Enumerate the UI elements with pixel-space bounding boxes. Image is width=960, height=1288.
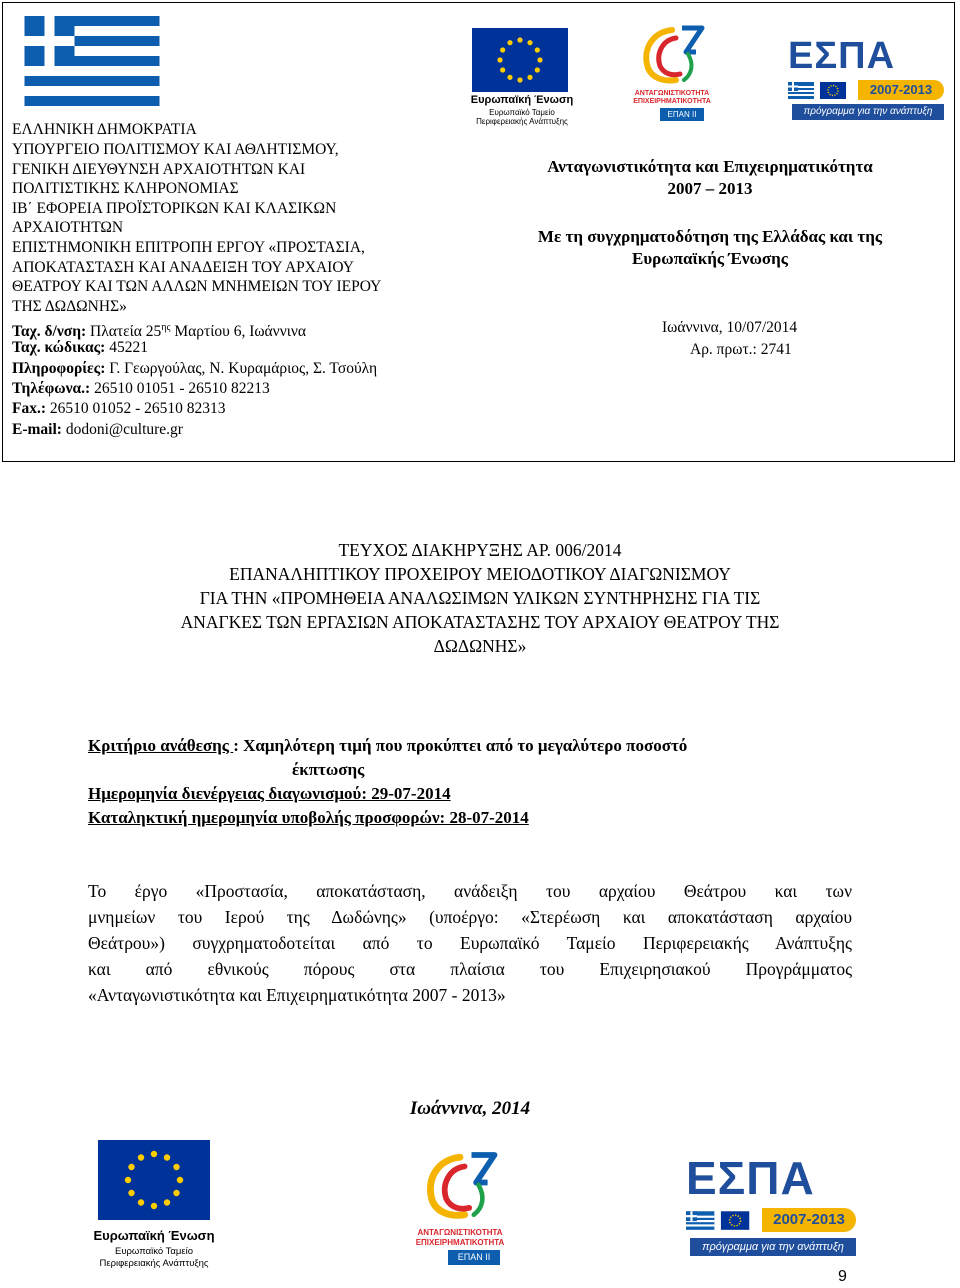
email-line [12, 420, 183, 439]
epan-swirl-icon [632, 24, 712, 86]
eu-fund-line1: Ευρωπαϊκό Ταμείο [115, 1246, 193, 1257]
address-label: Ταχ. δ/νση: [12, 323, 87, 341]
org-line: ΘΕΑΤΡΟΥ ΚΑΙ ΤΩΝ ΑΛΛΩΝ ΜΝΗΜΕΙΩΝ ΤΟΥ ΙΕΡΟΥ [12, 278, 382, 295]
program-years: 2007 – 2013 [667, 179, 753, 198]
address-sup: ης [161, 322, 171, 333]
document-title [60, 538, 900, 658]
submission-deadline: Καταληκτική ημερομηνία υποβολής προσφορών: 28-07-2014 [88, 808, 529, 827]
info-value: Γ. Γεωργούλας, Ν. Κυραμάριος, Σ. Τσούλη [105, 360, 378, 377]
cofund-line2: Ευρωπαϊκής Ένωσης [632, 249, 788, 268]
espa-flags-icon [788, 80, 854, 100]
title-line-3: ΓΙΑ ΤΗΝ «ΠΡΟΜΗΘΕΙΑ ΑΝΑΛΩΣΙΜΩΝ ΥΛΙΚΩΝ ΣΥΝΤΗΡΗΣΗΣ ΓΙΑ ΤΙΣ [199, 588, 761, 608]
espa-flags-icon [686, 1208, 758, 1232]
epan-line1: ΑΝΤΑΓΩΝΙΣΤΙΚΟΤΗΤΑ [634, 90, 710, 97]
fax-value: 26510 01052 - 26510 82313 [46, 400, 226, 417]
eu-name: Ευρωπαϊκή Ένωση [470, 94, 574, 106]
cofund-block [500, 226, 920, 270]
title-line-2: ΕΠΑΝΑΛΗΠΤΙΚΟΥ ΠΡΟΧΕΙΡΟΥ ΜΕΙΟΔΟΤΙΚΟΥ ΔΙΑΓΩΝΙΣΜΟΥ [229, 564, 731, 584]
eu-logo-bottom [92, 1140, 216, 1269]
org-line: ΑΠΟΚΑΤΑΣΤΑΣΗ ΚΑΙ ΑΝΑΔΕΙΞΗ ΤΟΥ ΑΡΧΑΙΟΥ [12, 259, 354, 276]
paragraph-line: Θεάτρου») συγχρηματοδοτείται από το Ευρωπαϊκό Ταμείο Περιφερειακής Ανάπτυξης [88, 933, 852, 953]
espa-years: 2007-2013 [762, 1208, 856, 1232]
org-line: ΕΛΛΗΝΙΚΗ ΔΗΜΟΚΡΑΤΙΑ [12, 121, 197, 138]
email-value: dodoni@culture.gr [61, 421, 183, 438]
epan-logo-top [632, 24, 712, 128]
postcode-value: 45221 [105, 339, 148, 356]
epan-badge: ΕΠΑΝ ΙΙ [660, 108, 704, 121]
org-line: ΓΕΝΙΚΗ ΔΙΕΥΘΥΝΣΗ ΑΡΧΑΙΟΤΗΤΩΝ ΚΑΙ [12, 161, 306, 178]
postcode-label: Ταχ. κώδικας: [12, 339, 106, 356]
fax-line [12, 399, 226, 418]
espa-years: 2007-2013 [858, 80, 944, 100]
phone-line [12, 379, 270, 398]
paragraph-line: «Ανταγωνιστικότητα και Επιχειρηματικότητα 2007 - 2013» [88, 985, 506, 1005]
org-line: ΤΗΣ ΔΩΔΩΝΗΣ» [12, 298, 127, 315]
funding-paragraph [88, 878, 852, 1008]
info-label: Πληροφορίες: [12, 360, 106, 377]
epan-swirl-icon [414, 1148, 506, 1224]
org-line: ΠΟΛΙΤΙΣΤΙΚΗΣ ΚΛΗΡΟΝΟΜΙΑΣ [12, 180, 239, 197]
phone-label: Τηλέφωνα.: [12, 380, 91, 397]
title-line-5: ΔΩΔΩΝΗΣ» [433, 636, 527, 656]
greek-flag-icon [24, 16, 160, 106]
org-line: ΑΡΧΑΙΟΤΗΤΩΝ [12, 219, 124, 236]
eu-name: Ευρωπαϊκή Ένωση [93, 1228, 215, 1243]
espa-text: ΕΣΠΑ [788, 35, 896, 77]
epan-line2: ΕΠΙΧΕΙΡΗΜΑΤΙΚΟΤΗΤΑ [633, 98, 711, 105]
paragraph-line: και από εθνικούς πόρους στα πλαίσια του Επιχειρησιακού Προγράμματος [88, 959, 852, 979]
epan-line1: ΑΝΤΑΓΩΝΙΣΤΙΚΟΤΗΤΑ [417, 1228, 503, 1237]
org-line: ΕΠΙΣΤΗΜΟΝΙΚΗ ΕΠΙΤΡΟΠΗ ΕΡΓΟΥ «ΠΡΟΣΤΑΣΙΑ, [12, 239, 365, 256]
eu-flag-icon [92, 1140, 216, 1226]
title-line-1: ΤΕΥΧΟΣ ΔΙΑΚΗΡΥΞΗΣ ΑΡ. 006/2014 [338, 540, 622, 560]
fax-label: Fax.: [12, 400, 47, 417]
paragraph-line: Το έργο «Προστασία, αποκατάσταση, ανάδειξη του αρχαίου Θεάτρου και των [88, 881, 852, 901]
criterion-continuation: έκπτωσης [292, 760, 365, 779]
eu-fund-line2: Περιφερειακής Ανάπτυξης [99, 1258, 209, 1269]
espa-logo-top [788, 36, 948, 124]
address-value2: Μαρτίου 6, Ιωάννινα [170, 323, 306, 341]
eu-fund-line1: Ευρωπαϊκό Ταμείο [489, 108, 555, 117]
eu-fund-line2: Περιφερειακής Ανάπτυξης [476, 117, 568, 126]
espa-slogan: πρόγραμμα για την ανάπτυξη [690, 1238, 856, 1256]
espa-slogan: πρόγραμμα για την ανάπτυξη [792, 104, 944, 120]
epan-badge: ΕΠΑΝ ΙΙ [448, 1250, 500, 1265]
espa-text: ΕΣΠΑ [686, 1152, 815, 1204]
org-line: ΥΠΟΥΡΓΕΙΟ ΠΟΛΙΤΙΣΜΟΥ ΚΑΙ ΑΘΛΗΤΙΣΜΟΥ, [12, 141, 339, 158]
info-line [12, 359, 377, 378]
place-date: Ιωάννινα, 10/07/2014 [662, 319, 798, 336]
eu-flag-icon [468, 28, 576, 92]
phone-value: 26510 01051 - 26510 82213 [90, 380, 270, 397]
cofund-line1: Με τη συγχρηματοδότηση της Ελλάδας και της [537, 227, 883, 246]
epan-line2: ΕΠΙΧΕΙΡΗΜΑΤΙΚΟΤΗΤΑ [415, 1238, 505, 1247]
epan-logo-bottom [414, 1148, 506, 1272]
program-title: Ανταγωνιστικότητα και Επιχειρηματικότητα [547, 157, 873, 176]
paragraph-line: μνημείων του Ιερού της Δωδώνης» (υποέργο: «Στερέωση και αποκατάσταση αρχαίου [88, 907, 852, 927]
postcode-line [12, 338, 148, 357]
espa-logo-bottom [686, 1154, 858, 1262]
page-number: 9 [838, 1268, 847, 1285]
tender-date: Ημερομηνία διενέργειας διαγωνισμού: 29-07-2014 [88, 784, 451, 803]
protocol-number: Αρ. πρωτ.: 2741 [690, 341, 792, 358]
eu-logo-top [468, 28, 576, 126]
award-criterion [88, 734, 687, 758]
email-label: E-mail: [12, 421, 62, 438]
title-line-4: ΑΝΑΓΚΕΣ ΤΩΝ ΕΡΓΑΣΙΩΝ ΑΠΟΚΑΤΑΣΤΑΣΗΣ ΤΟΥ ΑΡΧΑΙΟΥ ΘΕΑΤΡΟΥ ΤΗΣ [180, 612, 780, 632]
program-block [500, 156, 920, 200]
org-line: ΙΒ΄ ΕΦΟΡΕΙΑ ΠΡΟΪΣΤΟΡΙΚΩΝ ΚΑΙ ΚΛΑΣΙΚΩΝ [12, 200, 337, 217]
footer-place-year: Ιωάννινα, 2014 [409, 1098, 531, 1119]
criterion-value: : Χαμηλότερη τιμή που προκύπτει από το μεγαλύτερο ποσοστό [233, 736, 688, 755]
address-value: Πλατεία 25 [86, 323, 162, 341]
criterion-label: Κριτήριο ανάθεσης [88, 736, 234, 755]
